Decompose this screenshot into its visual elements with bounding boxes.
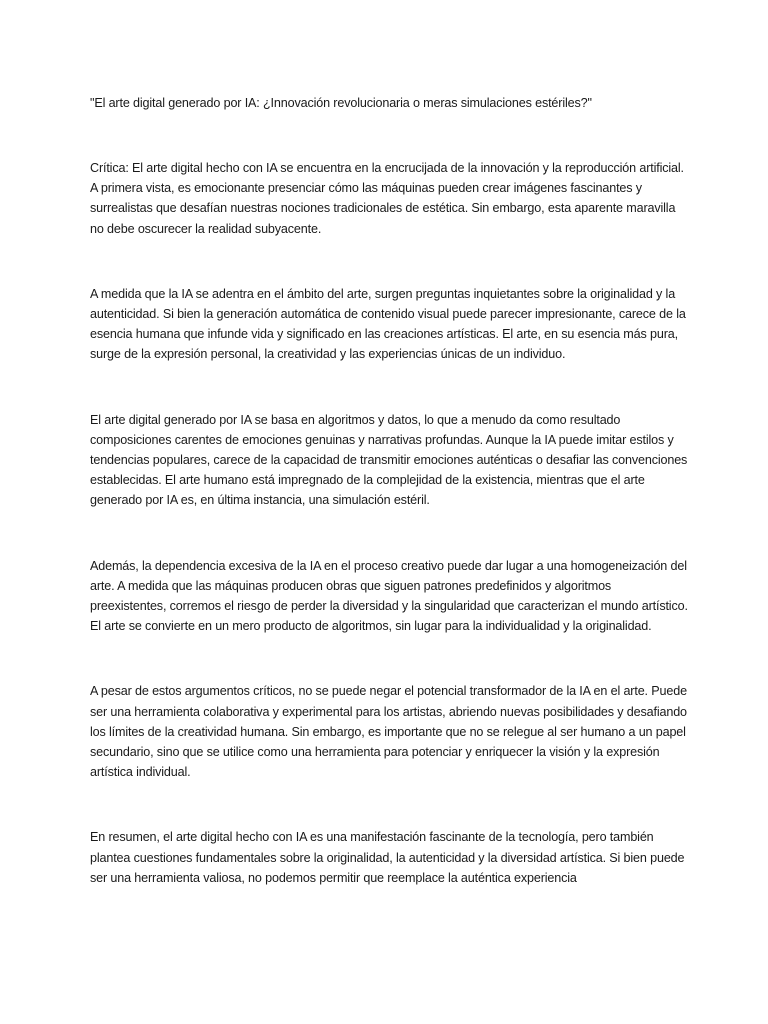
- paragraph-algorithms: El arte digital generado por IA se basa en algoritmos y datos, lo que a menudo da como resultado composiciones carentes de emociones genuinas y narrativas profundas. Aunque la IA puede imitar estilos y tendencias populares, carece de la capacidad de transmitir emociones auténticas o desafiar las convenciones establecidas. El arte humano está impregnado de la complejidad de la existencia, mientras que el arte generado por IA es, en última instancia, una simulación estéril.: [90, 412, 688, 508]
- paragraph-potential: A pesar de estos argumentos críticos, no se puede negar el potencial transformador de la IA en el arte. Puede ser una herramienta colaborativa y experimental para los artistas, abriendo nuevas posibilidades y desafiando los límites de la creatividad humana. Sin embargo, es importante que no se relegue al ser humano a un papel secundario, sino que se utilice como una herramienta para potenciar y enriquecer la visión y la expresión artística individual.: [90, 684, 687, 780]
- document-title: "El arte digital generado por IA: ¿Innovación revolucionaria o meras simulaciones estériles?": [90, 96, 592, 110]
- document-page: [90, 93, 690, 933]
- paragraph-critique-intro: Crítica: El arte digital hecho con IA se encuentra en la encrucijada de la innovación y la reproducción artificial. A primera vista, es emocionante presenciar cómo las máquinas pueden crear imágenes fascinantes y surrealistas que desafían nuestras nociones tradicionales de estética. Sin embargo, esta aparente maravilla no debe oscurecer la realidad subyacente.: [90, 161, 684, 236]
- paragraph-originality: A medida que la IA se adentra en el ámbito del arte, surgen preguntas inquietantes sobre la originalidad y la autenticidad. Si bien la generación automática de contenido visual puede parecer impresionante, carece de la esencia humana que infunde vida y significado en las creaciones artísticas. El arte, en su esencia más pura, surge de la expresión personal, la creatividad y las experiencias únicas de un individuo.: [90, 286, 686, 362]
- paragraph-summary: En resumen, el arte digital hecho con IA es una manifestación fascinante de la tecnología, pero también plantea cuestiones fundamentales sobre la originalidad, la autenticidad y la diversidad artística. Si bien puede ser una herramienta valiosa, no podemos permitir que reemplace la auténtica experiencia: [90, 830, 685, 885]
- paragraph-homogenization: Además, la dependencia excesiva de la IA en el proceso creativo puede dar lugar a una homogeneización del arte. A medida que las máquinas producen obras que siguen patrones predefinidos y algoritmos preexistentes, corremos el riesgo de perder la diversidad y la singularidad que caracterizan el mundo artístico. El arte se convierte en un mero producto de algoritmos, sin lugar para la individualidad y la originalidad.: [90, 558, 688, 634]
